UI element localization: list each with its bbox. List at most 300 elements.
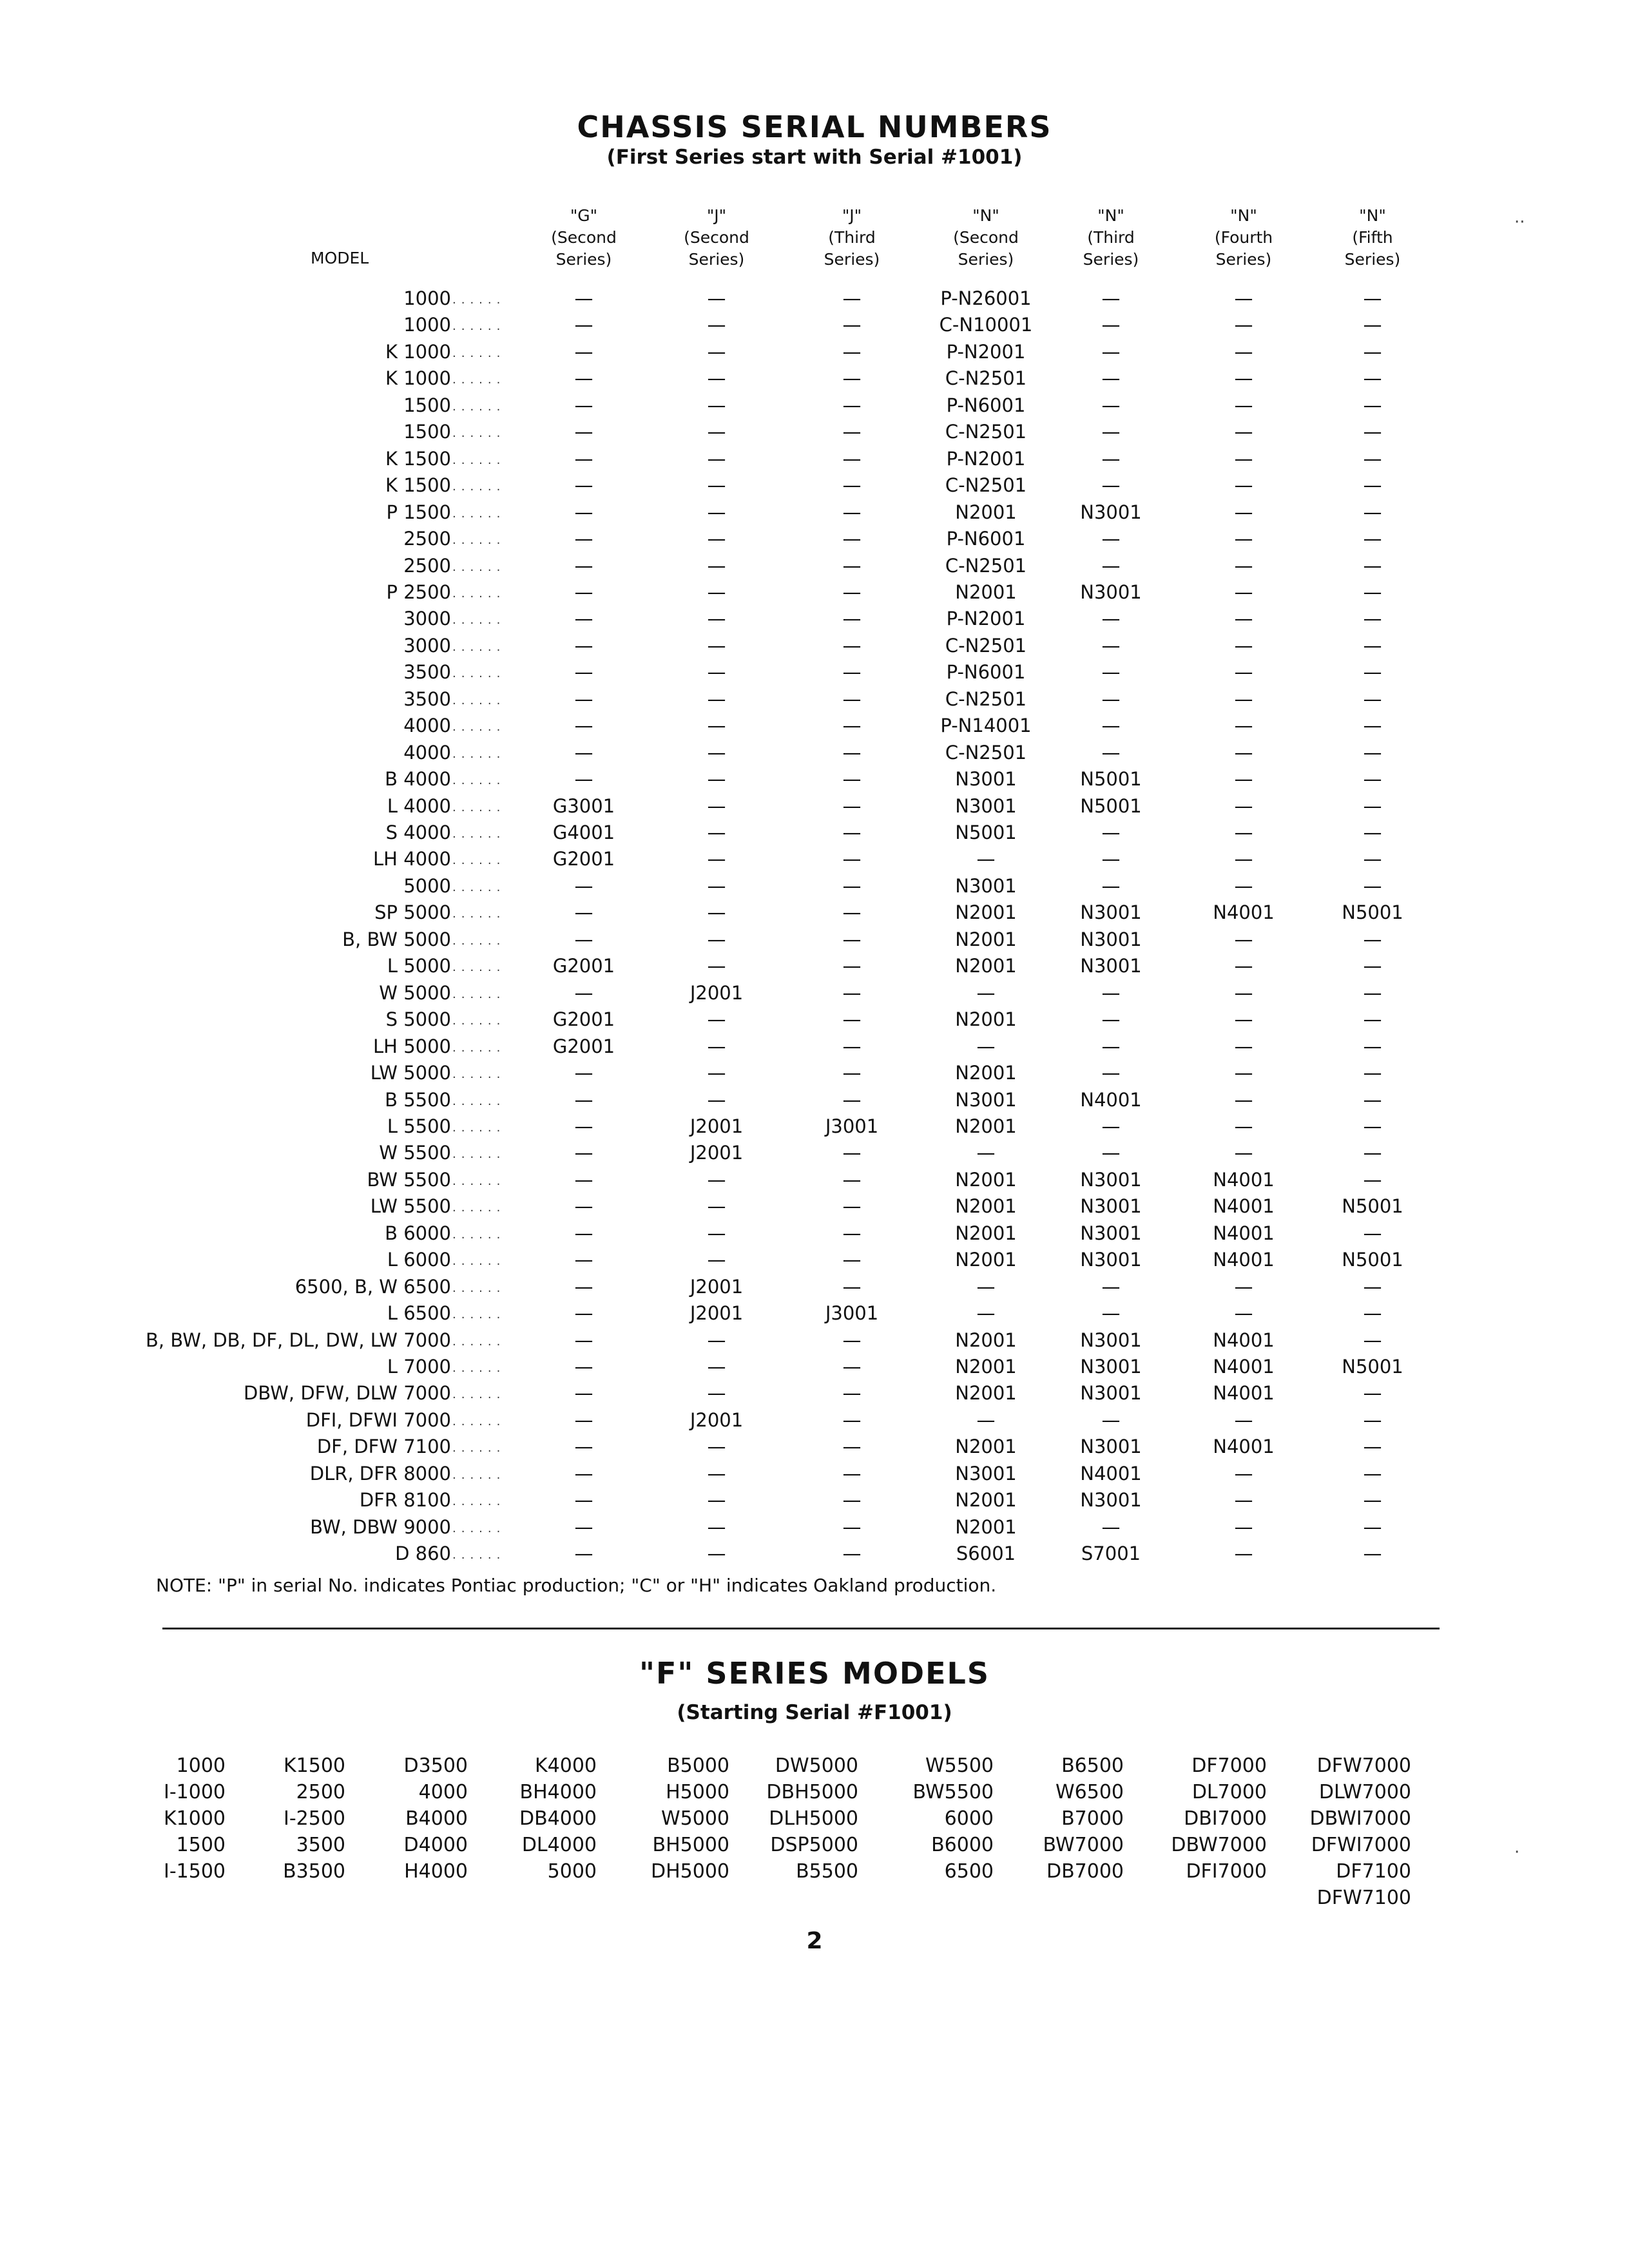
- model-cell: B 4000: [385, 768, 451, 791]
- model-cell: 2500: [403, 554, 451, 577]
- model-cell: LH 4000: [373, 848, 451, 870]
- column-header: [787, 205, 916, 271]
- serial-cell: —: [1234, 928, 1253, 950]
- serial-cell: —: [1234, 528, 1253, 550]
- model-cell: 1500: [403, 394, 451, 416]
- serial-cell: —: [1101, 1408, 1121, 1431]
- serial-cell: —: [1363, 1542, 1382, 1565]
- serial-cell: N2001: [955, 1382, 1017, 1405]
- serial-cell: —: [842, 1382, 862, 1405]
- serial-cell: —: [1234, 1008, 1253, 1031]
- serial-cell: —: [707, 822, 726, 843]
- column-header-letter: "N": [1359, 206, 1386, 225]
- model-column-header: MODEL: [311, 249, 369, 267]
- table-row: [0, 287, 1629, 314]
- table-row: [0, 1169, 1629, 1195]
- f-series-column: [519, 1753, 597, 1885]
- serial-cell: —: [1101, 287, 1121, 309]
- serial-cell: —: [1101, 874, 1121, 897]
- serial-cell: —: [1101, 474, 1121, 497]
- serial-cell: —: [707, 928, 726, 950]
- serial-cell: —: [842, 1062, 862, 1084]
- serial-cell: —: [1234, 608, 1253, 630]
- serial-cell: —: [707, 1195, 726, 1218]
- serial-cell: N4001: [1213, 1168, 1275, 1191]
- serial-cell: —: [1234, 715, 1253, 737]
- serial-cell: —: [574, 661, 593, 684]
- serial-cell: N4001: [1213, 1195, 1275, 1218]
- serial-cell: N2001: [955, 1222, 1017, 1244]
- serial-cell: —: [1101, 1115, 1121, 1137]
- f-series-model: W6500: [1055, 1781, 1124, 1803]
- serial-cell: —: [574, 1542, 593, 1565]
- f-series-model: BW5500: [912, 1781, 994, 1803]
- serial-cell: G2001: [552, 955, 615, 977]
- f-series-model: DFW7000: [1316, 1754, 1411, 1777]
- table-row: [0, 1222, 1629, 1249]
- serial-cell: —: [842, 1222, 862, 1244]
- serial-cell: N3001: [1080, 1249, 1142, 1271]
- f-series-model: 3500: [296, 1834, 345, 1856]
- table-row: [0, 1142, 1629, 1168]
- model-cell: P 2500: [386, 581, 451, 603]
- f-series-model: DL4000: [521, 1834, 597, 1856]
- table-row: [0, 581, 1629, 608]
- table-row: [0, 1195, 1629, 1222]
- model-cell: DFI, DFWI 7000: [305, 1408, 451, 1431]
- serial-cell: —: [707, 1168, 726, 1191]
- serial-cell: —: [1101, 1035, 1121, 1057]
- serial-cell: —: [1234, 768, 1253, 791]
- model-cell: 3500: [403, 661, 451, 684]
- f-series-model: I-1500: [163, 1860, 226, 1883]
- serial-cell: —: [842, 1142, 862, 1164]
- serial-cell: —: [574, 1142, 593, 1164]
- serial-cell: —: [842, 1008, 862, 1031]
- f-series-model: K4000: [534, 1754, 597, 1777]
- table-row: [0, 314, 1629, 340]
- serial-cell: —: [707, 901, 726, 924]
- serial-cell: —: [707, 741, 726, 764]
- f-series-model: I-1000: [163, 1781, 226, 1803]
- serial-cell: N3001: [1080, 1356, 1142, 1378]
- serial-cell: —: [842, 741, 862, 764]
- serial-cell: —: [1363, 367, 1382, 390]
- serial-cell: —: [574, 581, 593, 603]
- serial-cell: —: [1363, 447, 1382, 470]
- f-series-column: [404, 1753, 468, 1885]
- serial-cell: —: [1234, 447, 1253, 470]
- dot-leader: ......: [452, 1468, 506, 1482]
- serial-cell: N2001: [955, 1062, 1017, 1084]
- serial-cell: —: [1234, 981, 1253, 1004]
- serial-cell: —: [574, 314, 593, 336]
- f-series-model: DFWI7000: [1311, 1834, 1411, 1856]
- dot-leader: ......: [452, 1174, 506, 1188]
- serial-cell: —: [707, 394, 726, 416]
- serial-cell: G2001: [552, 848, 615, 870]
- dot-leader: ......: [452, 399, 506, 414]
- serial-cell: —: [1363, 1408, 1382, 1431]
- serial-cell: N2001: [955, 928, 1017, 950]
- column-header-line2: Series): [688, 250, 745, 269]
- serial-cell: —: [842, 554, 862, 577]
- serial-cell: —: [1101, 1008, 1121, 1031]
- serial-cell: —: [707, 501, 726, 523]
- f-series-model: B6500: [1061, 1754, 1124, 1777]
- serial-cell: —: [707, 1489, 726, 1512]
- model-cell: 5000: [403, 874, 451, 897]
- serial-cell: P-N2001: [946, 608, 1026, 630]
- serial-cell: —: [1234, 634, 1253, 657]
- f-series-model: DF7100: [1336, 1860, 1411, 1883]
- f-series-model: DFI7000: [1186, 1860, 1267, 1883]
- column-header-line1: (Second: [551, 228, 617, 247]
- serial-cell: —: [1363, 768, 1382, 791]
- serial-cell: C-N2501: [945, 367, 1027, 390]
- page-title: CHASSIS SERIAL NUMBERS: [577, 110, 1052, 144]
- f-series-model: H5000: [666, 1781, 729, 1803]
- serial-cell: —: [842, 340, 862, 363]
- dot-leader: ......: [452, 480, 506, 494]
- serial-cell: —: [574, 687, 593, 710]
- serial-cell: —: [842, 1542, 862, 1565]
- column-header-line1: (Third: [828, 228, 876, 247]
- table-row: [0, 1089, 1629, 1115]
- dot-leader: ......: [452, 961, 506, 975]
- serial-cell: —: [574, 741, 593, 764]
- table-row: [0, 688, 1629, 715]
- f-series-model: I-2500: [283, 1807, 345, 1830]
- serial-cell: —: [1101, 634, 1121, 657]
- f-series-model: DB4000: [519, 1807, 597, 1830]
- serial-cell: N3001: [1080, 901, 1142, 924]
- serial-cell: —: [842, 394, 862, 416]
- dot-leader: ......: [452, 774, 506, 788]
- table-row: [0, 1382, 1629, 1408]
- f-series-subtitle: (Starting Serial #F1001): [677, 1701, 952, 1724]
- dot-leader: ......: [452, 1308, 506, 1322]
- serial-cell: —: [842, 447, 862, 470]
- serial-cell: —: [1101, 421, 1121, 443]
- serial-cell: —: [707, 1462, 726, 1485]
- model-cell: L 5000: [387, 955, 451, 977]
- serial-cell: —: [1363, 794, 1382, 817]
- dot-leader: ......: [452, 1281, 506, 1295]
- serial-cell: —: [1101, 1062, 1121, 1084]
- f-series-title: "F" SERIES MODELS: [639, 1656, 990, 1691]
- column-header: [1179, 205, 1308, 271]
- serial-cell: —: [976, 981, 996, 1004]
- serial-cell: N3001: [1080, 1329, 1142, 1351]
- serial-cell: —: [574, 1302, 593, 1325]
- serial-cell: —: [842, 474, 862, 497]
- f-series-model: 6500: [944, 1860, 994, 1883]
- serial-cell: G2001: [552, 1008, 615, 1031]
- serial-cell: —: [707, 1436, 726, 1458]
- serial-cell: —: [842, 1462, 862, 1485]
- model-cell: B, BW, DB, DF, DL, DW, LW 7000: [146, 1329, 451, 1351]
- table-row: [0, 1356, 1629, 1382]
- f-series-model: DB7000: [1046, 1860, 1124, 1883]
- serial-cell: —: [1234, 474, 1253, 497]
- f-series-model: 1500: [176, 1834, 226, 1856]
- serial-cell: J2001: [689, 1408, 744, 1431]
- serial-cell: N3001: [1080, 501, 1142, 523]
- serial-cell: —: [1234, 687, 1253, 710]
- serial-cell: N4001: [1213, 1356, 1275, 1378]
- table-row: [0, 608, 1629, 634]
- table-row: [0, 1463, 1629, 1489]
- serial-cell: N3001: [955, 768, 1017, 791]
- table-row: [0, 1516, 1629, 1542]
- model-cell: 2500: [403, 528, 451, 550]
- serial-cell: —: [842, 848, 862, 870]
- serial-cell: —: [842, 661, 862, 684]
- serial-cell: —: [1101, 822, 1121, 843]
- serial-cell: —: [842, 1249, 862, 1271]
- serial-cell: —: [1363, 1436, 1382, 1458]
- f-series-model: 4000: [418, 1781, 468, 1803]
- serial-cell: —: [574, 1329, 593, 1351]
- serial-cell: —: [574, 901, 593, 924]
- dot-leader: ......: [452, 1361, 506, 1375]
- model-cell: 1500: [403, 421, 451, 443]
- serial-cell: N2001: [955, 1515, 1017, 1538]
- column-header-letter: "N": [972, 206, 999, 225]
- serial-cell: —: [1234, 1115, 1253, 1137]
- serial-cell: —: [842, 1275, 862, 1298]
- serial-cell: —: [842, 822, 862, 843]
- serial-cell: —: [1234, 314, 1253, 336]
- serial-cell: N3001: [1080, 1382, 1142, 1405]
- serial-cell: —: [574, 1062, 593, 1084]
- serial-cell: —: [1101, 340, 1121, 363]
- f-series-model: DFW7100: [1316, 1887, 1411, 1909]
- serial-cell: —: [842, 608, 862, 630]
- serial-cell: —: [1363, 528, 1382, 550]
- serial-cell: C-N2501: [945, 421, 1027, 443]
- serial-cell: —: [1234, 1275, 1253, 1298]
- table-row: [0, 742, 1629, 768]
- dot-leader: ......: [452, 667, 506, 681]
- serial-cell: P-N2001: [946, 340, 1026, 363]
- dot-leader: ......: [452, 747, 506, 761]
- serial-cell: —: [1363, 287, 1382, 309]
- serial-cell: —: [707, 528, 726, 550]
- model-cell: DLR, DFR 8000: [309, 1462, 451, 1485]
- serial-cell: N3001: [955, 794, 1017, 817]
- serial-cell: —: [842, 634, 862, 657]
- serial-cell: —: [1234, 848, 1253, 870]
- serial-cell: —: [707, 768, 726, 791]
- serial-cell: —: [574, 1408, 593, 1431]
- serial-cell: P-N2001: [946, 447, 1026, 470]
- serial-cell: —: [707, 474, 726, 497]
- serial-cell: C-N2501: [945, 634, 1027, 657]
- serial-cell: —: [1363, 1515, 1382, 1538]
- serial-cell: G4001: [552, 822, 615, 843]
- serial-cell: —: [707, 608, 726, 630]
- serial-cell: J3001: [825, 1115, 879, 1137]
- dot-leader: ......: [452, 1068, 506, 1082]
- serial-cell: —: [1363, 1035, 1382, 1057]
- serial-cell: J2001: [689, 1115, 744, 1137]
- column-header-line1: (Fifth: [1352, 228, 1393, 247]
- serial-cell: S6001: [956, 1542, 1016, 1565]
- serial-cell: —: [1363, 955, 1382, 977]
- model-cell: B 6000: [385, 1222, 451, 1244]
- serial-cell: —: [1234, 1542, 1253, 1565]
- serial-cell: N3001: [1080, 1195, 1142, 1218]
- serial-cell: —: [1363, 848, 1382, 870]
- serial-cell: —: [574, 1489, 593, 1512]
- model-cell: L 6500: [387, 1302, 451, 1325]
- serial-cell: —: [1234, 741, 1253, 764]
- serial-cell: —: [707, 447, 726, 470]
- dot-leader: ......: [452, 1414, 506, 1428]
- f-series-column: [1310, 1753, 1411, 1911]
- serial-cell: —: [842, 1088, 862, 1111]
- model-cell: L 6000: [387, 1249, 451, 1271]
- dot-leader: ......: [452, 560, 506, 574]
- serial-cell: —: [1363, 1222, 1382, 1244]
- serial-cell: C-N2501: [945, 554, 1027, 577]
- serial-cell: N2001: [955, 1249, 1017, 1271]
- model-cell: 4000: [403, 741, 451, 764]
- f-series-model: W5000: [660, 1807, 729, 1830]
- table-row: [0, 394, 1629, 421]
- model-cell: LW 5000: [370, 1062, 451, 1084]
- serial-cell: —: [842, 1408, 862, 1431]
- table-row: [0, 901, 1629, 928]
- f-series-column: [1171, 1753, 1267, 1885]
- serial-cell: —: [1234, 661, 1253, 684]
- serial-cell: —: [1234, 581, 1253, 603]
- f-series-model: BH5000: [652, 1834, 729, 1856]
- serial-cell: —: [1363, 715, 1382, 737]
- dot-leader: ......: [452, 1094, 506, 1108]
- dot-leader: ......: [452, 506, 506, 521]
- serial-cell: N3001: [955, 1462, 1017, 1485]
- f-series-model: B4000: [405, 1807, 468, 1830]
- serial-cell: N2001: [955, 581, 1017, 603]
- serial-cell: P-N26001: [940, 287, 1032, 309]
- serial-cell: —: [1363, 1275, 1382, 1298]
- serial-cell: J2001: [689, 981, 744, 1004]
- serial-cell: —: [574, 367, 593, 390]
- serial-cell: —: [574, 1088, 593, 1111]
- serial-cell: N3001: [1080, 581, 1142, 603]
- f-series-model: W5500: [925, 1754, 994, 1777]
- dot-leader: ......: [452, 1441, 506, 1456]
- table-row: [0, 928, 1629, 955]
- model-cell: P 1500: [386, 501, 451, 523]
- serial-cell: N3001: [1080, 1222, 1142, 1244]
- serial-cell: N5001: [1342, 901, 1403, 924]
- column-header-line2: Series): [824, 250, 880, 269]
- serial-cell: N3001: [1080, 1489, 1142, 1512]
- serial-cell: —: [707, 1382, 726, 1405]
- serial-cell: —: [842, 1489, 862, 1512]
- serial-cell: N4001: [1213, 1249, 1275, 1271]
- serial-cell: —: [574, 1275, 593, 1298]
- f-series-model: DBWI7000: [1309, 1807, 1411, 1830]
- serial-cell: —: [1234, 340, 1253, 363]
- column-header-letter: "N": [1230, 206, 1257, 225]
- serial-cell: —: [574, 1436, 593, 1458]
- serial-cell: —: [1363, 1088, 1382, 1111]
- serial-cell: N5001: [1080, 768, 1142, 791]
- serial-cell: —: [574, 528, 593, 550]
- dot-leader: ......: [452, 854, 506, 868]
- page-number: 2: [806, 1928, 823, 1954]
- serial-cell: —: [1363, 394, 1382, 416]
- table-row: [0, 768, 1629, 794]
- serial-cell: —: [842, 421, 862, 443]
- serial-cell: —: [1363, 1142, 1382, 1164]
- serial-cell: —: [1363, 1382, 1382, 1405]
- serial-cell: —: [1363, 554, 1382, 577]
- serial-cell: N3001: [1080, 928, 1142, 950]
- serial-cell: —: [574, 715, 593, 737]
- table-row: [0, 1008, 1629, 1035]
- table-row: [0, 1035, 1629, 1062]
- serial-cell: N2001: [955, 1436, 1017, 1458]
- table-row: [0, 421, 1629, 447]
- serial-cell: —: [842, 1035, 862, 1057]
- serial-cell: —: [1234, 394, 1253, 416]
- column-header-letter: "G": [570, 206, 598, 225]
- serial-cell: —: [976, 1302, 996, 1325]
- serial-cell: P-N6001: [946, 528, 1026, 550]
- serial-cell: —: [842, 1195, 862, 1218]
- serial-cell: —: [1363, 501, 1382, 523]
- dot-leader: ......: [452, 1521, 506, 1535]
- serial-cell: —: [574, 1222, 593, 1244]
- serial-cell: —: [1363, 1008, 1382, 1031]
- f-series-model: B7000: [1061, 1807, 1124, 1830]
- model-cell: DFR 8100: [359, 1489, 451, 1512]
- serial-cell: —: [1234, 367, 1253, 390]
- table-row: [0, 1276, 1629, 1302]
- serial-cell: —: [707, 1356, 726, 1378]
- serial-cell: —: [842, 768, 862, 791]
- dot-leader: ......: [452, 293, 506, 307]
- serial-cell: —: [707, 661, 726, 684]
- production-note: NOTE: "P" in serial No. indicates Pontiac production; "C" or "H" indicates Oakland production.: [156, 1575, 997, 1596]
- serial-cell: —: [842, 581, 862, 603]
- model-cell: BW, DBW 9000: [310, 1515, 451, 1538]
- serial-cell: —: [1234, 1142, 1253, 1164]
- serial-cell: —: [707, 1008, 726, 1031]
- model-cell: B, BW 5000: [342, 928, 451, 950]
- serial-cell: C-N10001: [939, 314, 1033, 336]
- serial-cell: —: [1363, 1462, 1382, 1485]
- dot-leader: ......: [452, 720, 506, 735]
- dot-leader: ......: [452, 1388, 506, 1402]
- serial-cell: N4001: [1213, 901, 1275, 924]
- serial-cell: —: [842, 794, 862, 817]
- column-header: [921, 205, 1050, 271]
- page-subtitle: (First Series start with Serial #1001): [606, 146, 1023, 169]
- table-row: [0, 1115, 1629, 1142]
- dot-leader: ......: [452, 1014, 506, 1028]
- serial-cell: —: [707, 314, 726, 336]
- serial-cell: J2001: [689, 1275, 744, 1298]
- dot-leader: ......: [452, 373, 506, 387]
- table-row: [0, 1302, 1629, 1329]
